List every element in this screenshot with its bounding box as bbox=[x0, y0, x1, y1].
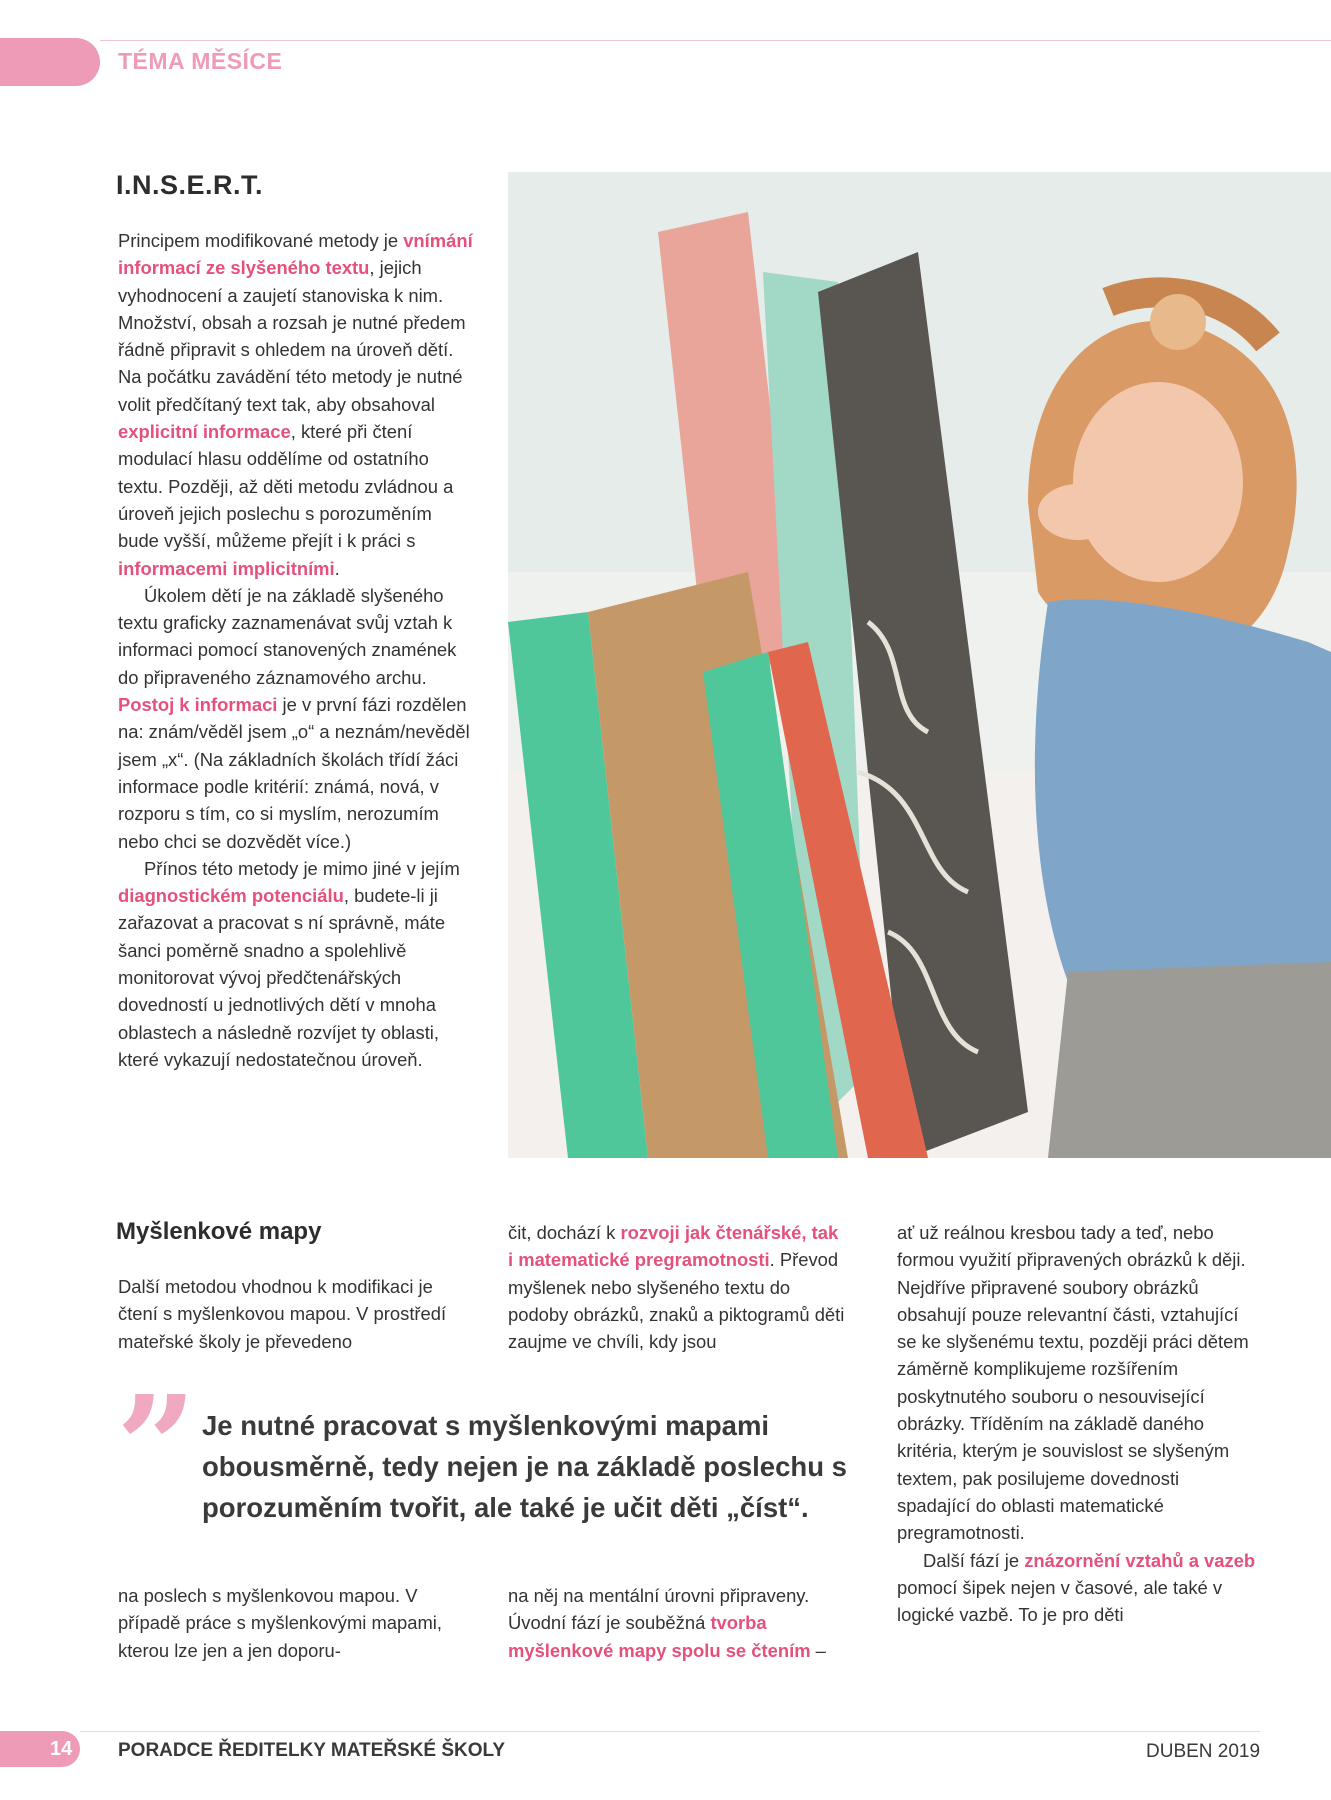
mindmaps-col2-top bbox=[508, 1219, 848, 1355]
section-tab bbox=[0, 38, 100, 86]
quote-mark-icon: ” bbox=[116, 1366, 197, 1530]
insert-column bbox=[118, 227, 473, 1073]
mindmaps-col2-bottom bbox=[508, 1582, 848, 1664]
header-rule bbox=[100, 40, 1331, 41]
mindmaps-col1-top-text: Další metodou vhodnou k modifikaci je čtení s myšlenkovou mapou. V prostředí mateřské školy je převedeno bbox=[118, 1276, 447, 1352]
insert-paragraph-3: Přínos této metody je mimo jiné v jejím diagnostickém potenciálu, budete-li ji zařazovat a pracovat s ní správně, máte šanci poměrně snadno a spolehlivě monitorovat vývoj předčtenářských dovedností u jednotlivých dětí v mnoha oblastech a následně rozvíjet ty oblasti, které vykazují nedostatečnou úroveň. bbox=[118, 857, 460, 1070]
mindmaps-col1-bottom-text: na poslech s myšlenkovou mapou. V případě práce s myšlenkovými mapami, kterou lze jen a jen doporu- bbox=[118, 1585, 443, 1661]
insert-paragraph-2: Úkolem dětí je na základě slyšeného textu graficky zaznamenávat svůj vztah k informaci pomocí stanovených znamének do připraveného záznamového archu. Postoj k informaci je v první fázi rozdělen na: znám/věděl jsem „o“ a neznám/nevěděl jsem „x“. (Na základních školách třídí žáci informace podle kritérií: známá, nová, v rozporu s tím, co si myslím, nerozumím nebo chci se dozvědět více.) bbox=[118, 584, 470, 852]
mindmaps-col1-top bbox=[118, 1273, 458, 1355]
mindmaps-col3 bbox=[897, 1219, 1257, 1628]
mindmaps-col2-top-text: čit, dochází k rozvoji jak čtenářské, tak i matematické pregramotnosti. Převod myšlenek nebo slyšeného textu do podoby obrázků, znaků a piktogramů děti zaujme ve chvíli, kdy jsou bbox=[508, 1222, 845, 1353]
section-title: TÉMA MĚSÍCE bbox=[118, 48, 283, 74]
insert-heading: I.N.S.E.R.T. bbox=[116, 170, 264, 200]
child-drawing-on-chalkboard-photo bbox=[508, 172, 1331, 1158]
mindmaps-col3-paragraph-2: Další fází je znázornění vztahů a vazeb pomocí šipek nejen v časové, ale také v logické vazbě. To je pro děti bbox=[897, 1549, 1256, 1626]
mindmaps-col1-bottom bbox=[118, 1582, 458, 1664]
footer-rule bbox=[80, 1731, 1260, 1732]
mindmaps-heading: Myšlenkové mapy bbox=[116, 1218, 322, 1245]
mindmaps-col3-text: ať už reálnou kresbou tady a teď, nebo formou využití připravených obrázků k ději. Nejdříve připravené soubory obrázků obsahují pouze relevantní části, vztahující se ke slyšenému textu, později práci dětem záměrně komplikujeme rozšířením poskytnutého souboru o nesouvisející obrázky. Tříděním na základě daného kritéria, kterým je souvislost se slyšeným textem, pak posilujeme dovednosti spadající do oblasti matematické pregramotnosti. bbox=[897, 1222, 1249, 1544]
page-number: 14 bbox=[50, 1738, 73, 1760]
pull-quote: Je nutné pracovat s myšlenkovými mapami obousměrně, tedy nejen je na základě poslechu s porozuměním tvořit, ale také je učit děti „číst“. bbox=[202, 1410, 847, 1523]
publication-name: PORADCE ŘEDITELKY MATEŘSKÉ ŠKOLY bbox=[118, 1740, 506, 1761]
issue-date: DUBEN 2019 bbox=[1146, 1741, 1261, 1762]
mindmaps-col2-bottom-text: na něj na mentální úrovni připraveny. Úvodní fází je souběžná tvorba myšlenkové mapy spolu se čtením – bbox=[508, 1585, 826, 1661]
insert-paragraph-1: Principem modifikované metody je vnímání informací ze slyšeného textu, jejich vyhodnocení a zaujetí stanoviska k nim. Množství, obsah a rozsah je nutné předem řádně připravit s ohledem na úroveň dětí. Na počátku zavádění této metody je nutné volit předčítaný text tak, aby obsahoval explicitní informace, které při čtení modulací hlasu oddělíme od ostatního textu. Později, až děti metodu zvládnou a úroveň jejich poslechu s porozuměním bude vyšší, můžeme přejít i k práci s informacemi implicitními. bbox=[118, 230, 473, 579]
